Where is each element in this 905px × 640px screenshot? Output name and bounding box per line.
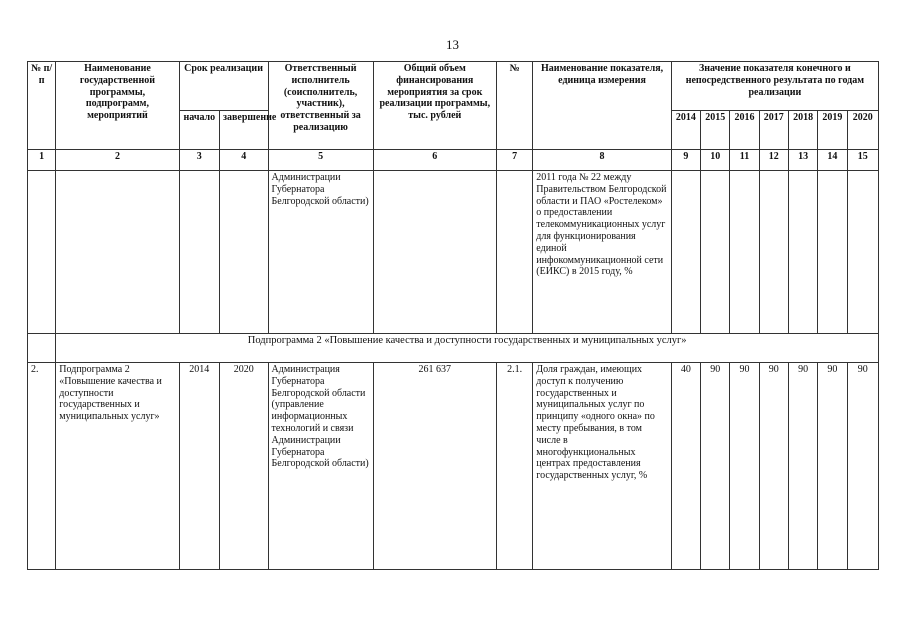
indicator-no: 2.1. xyxy=(496,363,532,570)
header-num: № п/п xyxy=(28,62,56,150)
header-year: 2015 xyxy=(701,111,730,150)
header-values: Значение показателя конечного и непосредственного результата по годам реализации xyxy=(671,62,878,111)
indicator-cell: 2011 года № 22 между Правительством Белгородской области и ПАО «Ростелеком» о предоставлении телекоммуникационных услуг для функционирования единой инфокоммуникационной сети (ЕИКС) в 2015 году, % xyxy=(533,171,671,334)
value-cell: 90 xyxy=(818,363,847,570)
column-number: 10 xyxy=(701,150,730,171)
column-number: 15 xyxy=(847,150,878,171)
column-number-row xyxy=(28,150,879,171)
header-responsible: Ответственный исполнитель (соисполнитель, участник), ответственный за реализацию xyxy=(268,62,373,150)
value-cell: 90 xyxy=(701,363,730,570)
end-year: 2020 xyxy=(220,363,269,570)
column-number: 9 xyxy=(671,150,700,171)
header-funding: Общий объем финансирования мероприятия за срок реализации программы, тыс. рублей xyxy=(373,62,496,150)
responsible-cell: Администрации Губернатора Белгородской области) xyxy=(268,171,373,334)
value-cell: 90 xyxy=(759,363,788,570)
header-year: 2019 xyxy=(818,111,847,150)
column-number: 1 xyxy=(28,150,56,171)
column-number: 12 xyxy=(759,150,788,171)
header-year: 2020 xyxy=(847,111,878,150)
value-cell: 90 xyxy=(788,363,817,570)
header-year: 2014 xyxy=(671,111,700,150)
indicator-cell: Доля граждан, имеющих доступ к получению государственных и муниципальных услуг по принципу «одного окна» по месту пребывания, в том числе в многофункциональных центрах предоставления государственных услуг, % xyxy=(533,363,671,570)
column-number: 4 xyxy=(220,150,269,171)
column-number: 13 xyxy=(788,150,817,171)
subprogram-row xyxy=(28,334,879,363)
program-name: Подпрограмма 2 «Повышение качества и доступности государственных и муниципальных услуг» xyxy=(56,363,179,570)
program-table xyxy=(27,61,879,570)
header-name: Наименование государственной программы, подпрограмм, мероприятий xyxy=(56,62,179,150)
start-year: 2014 xyxy=(179,363,219,570)
column-number: 11 xyxy=(730,150,759,171)
header-year: 2017 xyxy=(759,111,788,150)
header-year: 2016 xyxy=(730,111,759,150)
responsible-cell: Администрация Губернатора Белгородской области (управление информационных технологий и связи Администрации Губернатора Белгородской области) xyxy=(268,363,373,570)
column-number: 3 xyxy=(179,150,219,171)
row-num: 2. xyxy=(28,363,56,570)
header-no: № xyxy=(496,62,532,150)
value-cell: 90 xyxy=(847,363,878,570)
value-cell: 90 xyxy=(730,363,759,570)
column-number: 6 xyxy=(373,150,496,171)
header-period-end: завершение xyxy=(220,111,269,150)
column-number: 14 xyxy=(818,150,847,171)
page-number: 13 xyxy=(446,37,459,52)
column-number: 2 xyxy=(56,150,179,171)
header-period-start: начало xyxy=(179,111,219,150)
column-number: 7 xyxy=(496,150,532,171)
table-row xyxy=(28,363,879,570)
subprogram-title: Подпрограмма 2 «Повышение качества и доступности государственных и муниципальных услуг» xyxy=(56,334,879,363)
column-number: 5 xyxy=(268,150,373,171)
table-row xyxy=(28,171,879,334)
value-cell: 40 xyxy=(671,363,700,570)
column-number: 8 xyxy=(533,150,671,171)
header-year: 2018 xyxy=(788,111,817,150)
funding-cell: 261 637 xyxy=(373,363,496,570)
header-indicator: Наименование показателя, единица измерения xyxy=(533,62,671,150)
header-period: Срок реализации xyxy=(179,62,268,111)
